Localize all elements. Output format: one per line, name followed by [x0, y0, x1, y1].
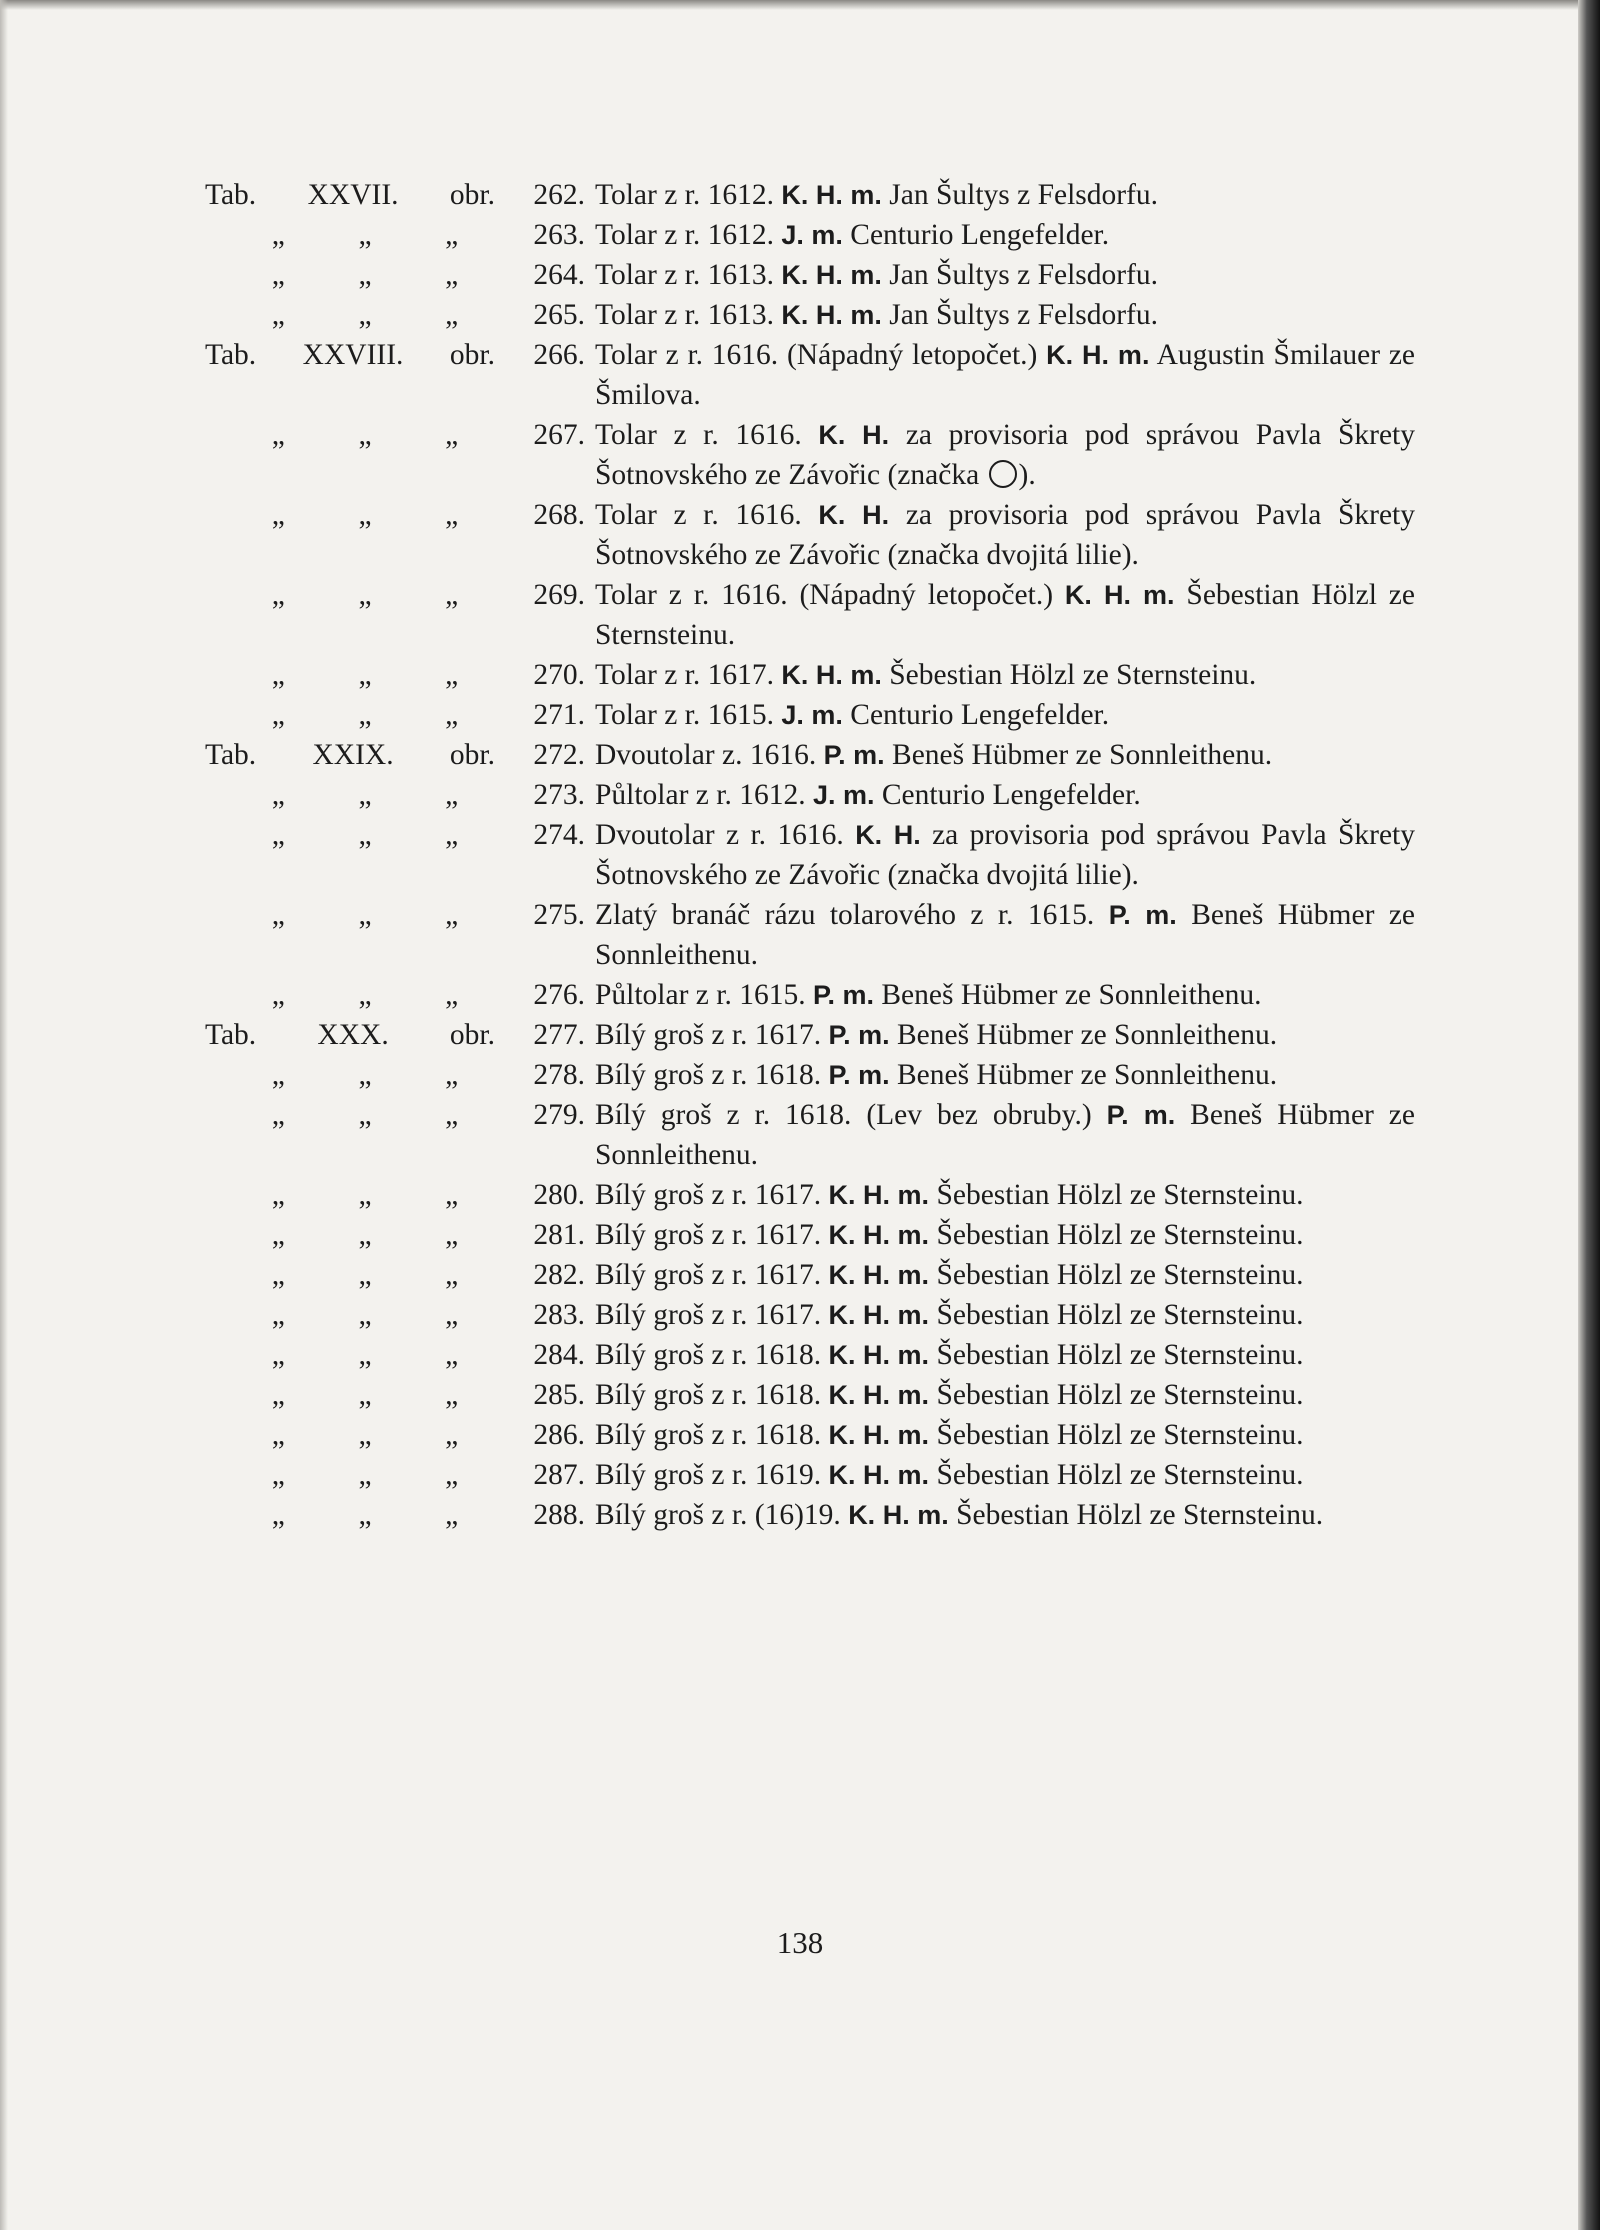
- coin-description: [595, 895, 1415, 975]
- mint-abbreviation: K. H.: [855, 820, 921, 850]
- ditto-marks: „ „ „: [271, 1179, 459, 1211]
- ditto-marks: „ „ „: [271, 1379, 459, 1411]
- figure-number: 272.: [533, 739, 585, 771]
- figure-number: 271.: [533, 699, 585, 731]
- ditto-marks: „ „ „: [271, 1259, 459, 1291]
- description-tail: ).: [1018, 459, 1036, 491]
- ditto-marks: „ „ „: [271, 419, 459, 451]
- figure-number: 270.: [533, 659, 585, 691]
- coin-description: [595, 1055, 1415, 1095]
- mintmaster-name: Beneš Hübmer ze Sonnleithenu.: [892, 739, 1273, 771]
- figure-number: 268.: [533, 499, 585, 531]
- mintmaster-name: Šebestian Hölzl ze Sternsteinu.: [956, 1499, 1324, 1531]
- mintmaster-name: Beneš Hübmer ze Sonnleithenu.: [595, 1099, 1415, 1171]
- catalog-entry: [205, 415, 1415, 495]
- figure-number: 264.: [533, 259, 585, 291]
- catalog-entry: [205, 815, 1415, 895]
- mint-abbreviation: K. H. m.: [848, 1500, 949, 1530]
- book-binding-edge: [1578, 0, 1600, 2230]
- coin-type-year: Tolar z r. 1616.: [595, 499, 802, 531]
- mintmaster-name: Šebestian Hölzl ze Sternsteinu.: [936, 1419, 1304, 1451]
- catalog-entry: [205, 335, 1415, 415]
- figure-number: 281.: [533, 1219, 585, 1251]
- mint-abbreviation: K. H. m.: [828, 1380, 930, 1410]
- coin-description: [595, 1015, 1415, 1055]
- coin-type-year: Dvoutolar z r. 1616.: [595, 819, 844, 851]
- figure-number: 275.: [533, 899, 585, 931]
- catalog-entry: [205, 295, 1415, 335]
- mint-abbreviation: K. H. m.: [781, 660, 882, 690]
- figure-number: 282.: [533, 1259, 585, 1291]
- catalog-entry: [205, 1495, 1415, 1535]
- mint-abbreviation: K. H. m.: [828, 1260, 930, 1290]
- catalog-entry: [205, 215, 1415, 255]
- coin-type-year: Tolar z r. 1616. (Nápadný letopočet.): [595, 339, 1038, 371]
- figure-number: 287.: [533, 1459, 585, 1491]
- page-left-shadow: [0, 0, 8, 2230]
- catalog-entry: [205, 655, 1415, 695]
- figure-number: 284.: [533, 1339, 585, 1371]
- mintmaster-name: Šebestian Hölzl ze Sternsteinu.: [936, 1299, 1304, 1331]
- figure-number: 278.: [533, 1059, 585, 1091]
- coin-description: [595, 215, 1415, 255]
- mintmaster-name: Šebestian Hölzl ze Sternsteinu.: [936, 1379, 1304, 1411]
- plate-label: Tab. XXVII. obr.: [205, 179, 495, 211]
- coin-type-year: Tolar z r. 1615.: [595, 699, 774, 731]
- ditto-marks: „ „ „: [271, 1099, 459, 1131]
- mint-abbreviation: K. H. m.: [1046, 340, 1150, 370]
- figure-number: 274.: [533, 819, 585, 851]
- coin-description: [595, 1295, 1415, 1335]
- catalog-entry: [205, 775, 1415, 815]
- ditto-marks: „ „ „: [271, 299, 459, 331]
- coin-type-year: Tolar z r. 1612.: [595, 219, 774, 251]
- ditto-marks: „ „ „: [271, 779, 459, 811]
- coin-description: [595, 695, 1415, 735]
- coin-description: [595, 1455, 1415, 1495]
- ditto-marks: „ „ „: [271, 659, 459, 691]
- coin-description: [595, 815, 1415, 895]
- coin-type-year: Bílý groš z r. (16)19.: [595, 1499, 841, 1531]
- ditto-marks: „ „ „: [271, 1459, 459, 1491]
- page-number: 138: [776, 1925, 824, 1960]
- mint-abbreviation: J. m.: [781, 700, 843, 730]
- coin-type-year: Tolar z r. 1613.: [595, 259, 774, 291]
- plate-label: Tab. XXX. obr.: [205, 1019, 495, 1051]
- page-top-shadow: [0, 0, 1600, 10]
- mint-abbreviation: K. H. m.: [828, 1340, 930, 1370]
- mint-abbreviation: K. H. m.: [828, 1460, 930, 1490]
- coin-type-year: Tolar z r. 1613.: [595, 299, 774, 331]
- coin-type-year: Bílý groš z r. 1617.: [595, 1219, 822, 1251]
- mintmaster-name: Beneš Hübmer ze Sonnleithenu.: [881, 979, 1262, 1011]
- figure-number: 267.: [533, 419, 585, 451]
- coin-description: [595, 1215, 1415, 1255]
- coin-description: [595, 1335, 1415, 1375]
- figure-number: 269.: [533, 579, 585, 611]
- coin-type-year: Tolar z r. 1612.: [595, 179, 774, 211]
- catalog-entry: [205, 735, 1415, 775]
- ditto-marks: „ „ „: [271, 819, 459, 851]
- figure-number: 262.: [533, 179, 585, 211]
- catalog-entry: [205, 1335, 1415, 1375]
- coin-type-year: Bílý groš z r. 1617.: [595, 1019, 822, 1051]
- mint-abbreviation: K. H.: [818, 420, 890, 450]
- coin-description: [595, 1255, 1415, 1295]
- figure-number: 280.: [533, 1179, 585, 1211]
- mint-abbreviation: P. m.: [828, 1020, 890, 1050]
- figure-number: 285.: [533, 1379, 585, 1411]
- mint-abbreviation: K. H. m.: [828, 1180, 930, 1210]
- mintmaster-name: Centurio Lengefelder.: [881, 779, 1141, 811]
- figure-number: 265.: [533, 299, 585, 331]
- figure-number: 273.: [533, 779, 585, 811]
- coin-description: [595, 775, 1415, 815]
- ditto-marks: „ „ „: [271, 979, 459, 1011]
- ditto-marks: „ „ „: [271, 579, 459, 611]
- mint-abbreviation: K. H. m.: [828, 1220, 930, 1250]
- catalog-entry: [205, 1215, 1415, 1255]
- mintmaster-name: Šebestian Hölzl ze Sternsteinu.: [936, 1459, 1304, 1491]
- coin-type-year: Bílý groš z r. 1618. (Lev bez obruby.): [595, 1099, 1092, 1131]
- catalog-entry: [205, 1455, 1415, 1495]
- catalog-entry: [205, 495, 1415, 575]
- coin-description: [595, 655, 1415, 695]
- coin-type-year: Tolar z r. 1616.: [595, 419, 802, 451]
- ditto-marks: „ „ „: [271, 259, 459, 291]
- coin-type-year: Bílý groš z r. 1618.: [595, 1059, 822, 1091]
- ditto-marks: „ „ „: [271, 899, 459, 931]
- coin-type-year: Bílý groš z r. 1618.: [595, 1339, 822, 1371]
- coin-type-year: Bílý groš z r. 1619.: [595, 1459, 822, 1491]
- coin-description: [595, 335, 1415, 415]
- coin-description: [595, 295, 1415, 335]
- mint-abbreviation: K. H. m.: [781, 300, 882, 330]
- figure-number: 286.: [533, 1419, 585, 1451]
- coin-description: [595, 1415, 1415, 1455]
- catalog-entry: [205, 1055, 1415, 1095]
- coin-type-year: Bílý groš z r. 1617.: [595, 1259, 822, 1291]
- catalog-entry: [205, 695, 1415, 735]
- figure-number: 279.: [533, 1099, 585, 1131]
- catalog-entry: [205, 1095, 1415, 1175]
- coin-description: [595, 175, 1415, 215]
- plate-label: Tab. XXIX. obr.: [205, 739, 495, 771]
- coin-type-year: Tolar z r. 1616. (Nápadný letopočet.): [595, 579, 1054, 611]
- ditto-marks: „ „ „: [271, 499, 459, 531]
- mint-abbreviation: P. m.: [812, 980, 874, 1010]
- mintmaster-name: za provisoria pod správou Pavla Škrety Šotnovského ze Závořic (značka: [595, 419, 1415, 491]
- catalog-entry: [205, 575, 1415, 655]
- mintmaster-name: Šebestian Hölzl ze Sternsteinu.: [936, 1179, 1304, 1211]
- mintmaster-name: Šebestian Hölzl ze Sternsteinu.: [936, 1259, 1304, 1291]
- figure-number: 276.: [533, 979, 585, 1011]
- ditto-marks: „ „ „: [271, 219, 459, 251]
- coin-description: [595, 975, 1415, 1015]
- mint-abbreviation: P. m.: [1106, 1100, 1176, 1130]
- ditto-marks: „ „ „: [271, 1299, 459, 1331]
- mint-abbreviation: P. m.: [823, 740, 885, 770]
- circle-mark-icon: [989, 460, 1017, 488]
- catalog-entry: [205, 1295, 1415, 1335]
- mintmaster-name: Beneš Hübmer ze Sonnleithenu.: [595, 899, 1416, 971]
- plate-label: Tab. XXVIII. obr.: [205, 339, 495, 371]
- coin-type-year: Bílý groš z r. 1618.: [595, 1379, 822, 1411]
- catalog-entry: [205, 1175, 1415, 1215]
- mintmaster-name: Centurio Lengefelder.: [850, 699, 1110, 731]
- coin-type-year: Bílý groš z r. 1618.: [595, 1419, 822, 1451]
- catalog-entry: [205, 175, 1415, 215]
- ditto-marks: „ „ „: [271, 1339, 459, 1371]
- figure-number: 266.: [533, 339, 585, 371]
- mintmaster-name: Jan Šultys z Felsdorfu.: [889, 299, 1159, 331]
- coin-description: [595, 735, 1415, 775]
- mint-abbreviation: K. H. m.: [1064, 580, 1175, 610]
- coin-type-year: Bílý groš z r. 1617.: [595, 1299, 822, 1331]
- mint-abbreviation: J. m.: [781, 220, 843, 250]
- ditto-marks: „ „ „: [271, 1059, 459, 1091]
- catalog-entry: [205, 895, 1415, 975]
- coin-type-year: Tolar z r. 1617.: [595, 659, 774, 691]
- coin-type-year: Bílý groš z r. 1617.: [595, 1179, 822, 1211]
- ditto-marks: „ „ „: [271, 1219, 459, 1251]
- catalog-entry: [205, 1415, 1415, 1455]
- mintmaster-name: Beneš Hübmer ze Sonnleithenu.: [896, 1059, 1278, 1091]
- mintmaster-name: Jan Šultys z Felsdorfu.: [889, 259, 1159, 291]
- mint-abbreviation: P. m.: [1108, 900, 1177, 930]
- mintmaster-name: za provisoria pod správou Pavla Škrety Šotnovského ze Závořic (značka dvojitá lilie).: [595, 499, 1415, 571]
- figure-number: 277.: [533, 1019, 585, 1051]
- mintmaster-name: Jan Šultys z Felsdorfu.: [889, 179, 1159, 211]
- mint-abbreviation: K. H. m.: [828, 1420, 930, 1450]
- coin-description: [595, 255, 1415, 295]
- coin-description: [595, 1175, 1415, 1215]
- mint-abbreviation: J. m.: [812, 780, 875, 810]
- figure-number: 283.: [533, 1299, 585, 1331]
- coin-type-year: Půltolar z r. 1612.: [595, 779, 806, 811]
- mintmaster-name: Augustin Šmilauer ze Šmilova.: [595, 339, 1416, 411]
- figure-number: 263.: [533, 219, 585, 251]
- mintmaster-name: Šebestian Hölzl ze Sternsteinu.: [889, 659, 1257, 691]
- mintmaster-name: Šebestian Hölzl ze Sternsteinu.: [936, 1339, 1304, 1371]
- catalog-entry: [205, 1375, 1415, 1415]
- mintmaster-name: Centurio Lengefelder.: [850, 219, 1110, 251]
- mint-abbreviation: K. H. m.: [828, 1300, 930, 1330]
- mint-abbreviation: K. H. m.: [781, 180, 882, 210]
- catalog-entry: [205, 1015, 1415, 1055]
- mintmaster-name: za provisoria pod správou Pavla Škrety Šotnovského ze Závořic (značka dvojitá lilie).: [595, 819, 1416, 891]
- mintmaster-name: Šebestian Hölzl ze Sternsteinu.: [595, 579, 1415, 651]
- coin-type-year: Zlatý branáč rázu tolarového z r. 1615.: [595, 899, 1095, 931]
- ditto-marks: „ „ „: [271, 1499, 459, 1531]
- coin-type-year: Půltolar z r. 1615.: [595, 979, 806, 1011]
- coin-description: [595, 1375, 1415, 1415]
- catalog-entry-list: [205, 175, 1415, 1535]
- figure-number: 288.: [533, 1499, 585, 1531]
- mint-abbreviation: K. H.: [818, 500, 890, 530]
- ditto-marks: „ „ „: [271, 699, 459, 731]
- coin-description: [595, 415, 1415, 495]
- mint-abbreviation: P. m.: [828, 1060, 890, 1090]
- mintmaster-name: Beneš Hübmer ze Sonnleithenu.: [896, 1019, 1278, 1051]
- catalog-entry: [205, 1255, 1415, 1295]
- coin-description: [595, 575, 1415, 655]
- coin-description: [595, 495, 1415, 575]
- ditto-marks: „ „ „: [271, 1419, 459, 1451]
- coin-description: [595, 1095, 1415, 1175]
- mintmaster-name: Šebestian Hölzl ze Sternsteinu.: [936, 1219, 1304, 1251]
- mint-abbreviation: K. H. m.: [781, 260, 882, 290]
- catalog-entry: [205, 255, 1415, 295]
- coin-type-year: Dvoutolar z. 1616.: [595, 739, 817, 771]
- coin-description: [595, 1495, 1415, 1535]
- catalog-entry: [205, 975, 1415, 1015]
